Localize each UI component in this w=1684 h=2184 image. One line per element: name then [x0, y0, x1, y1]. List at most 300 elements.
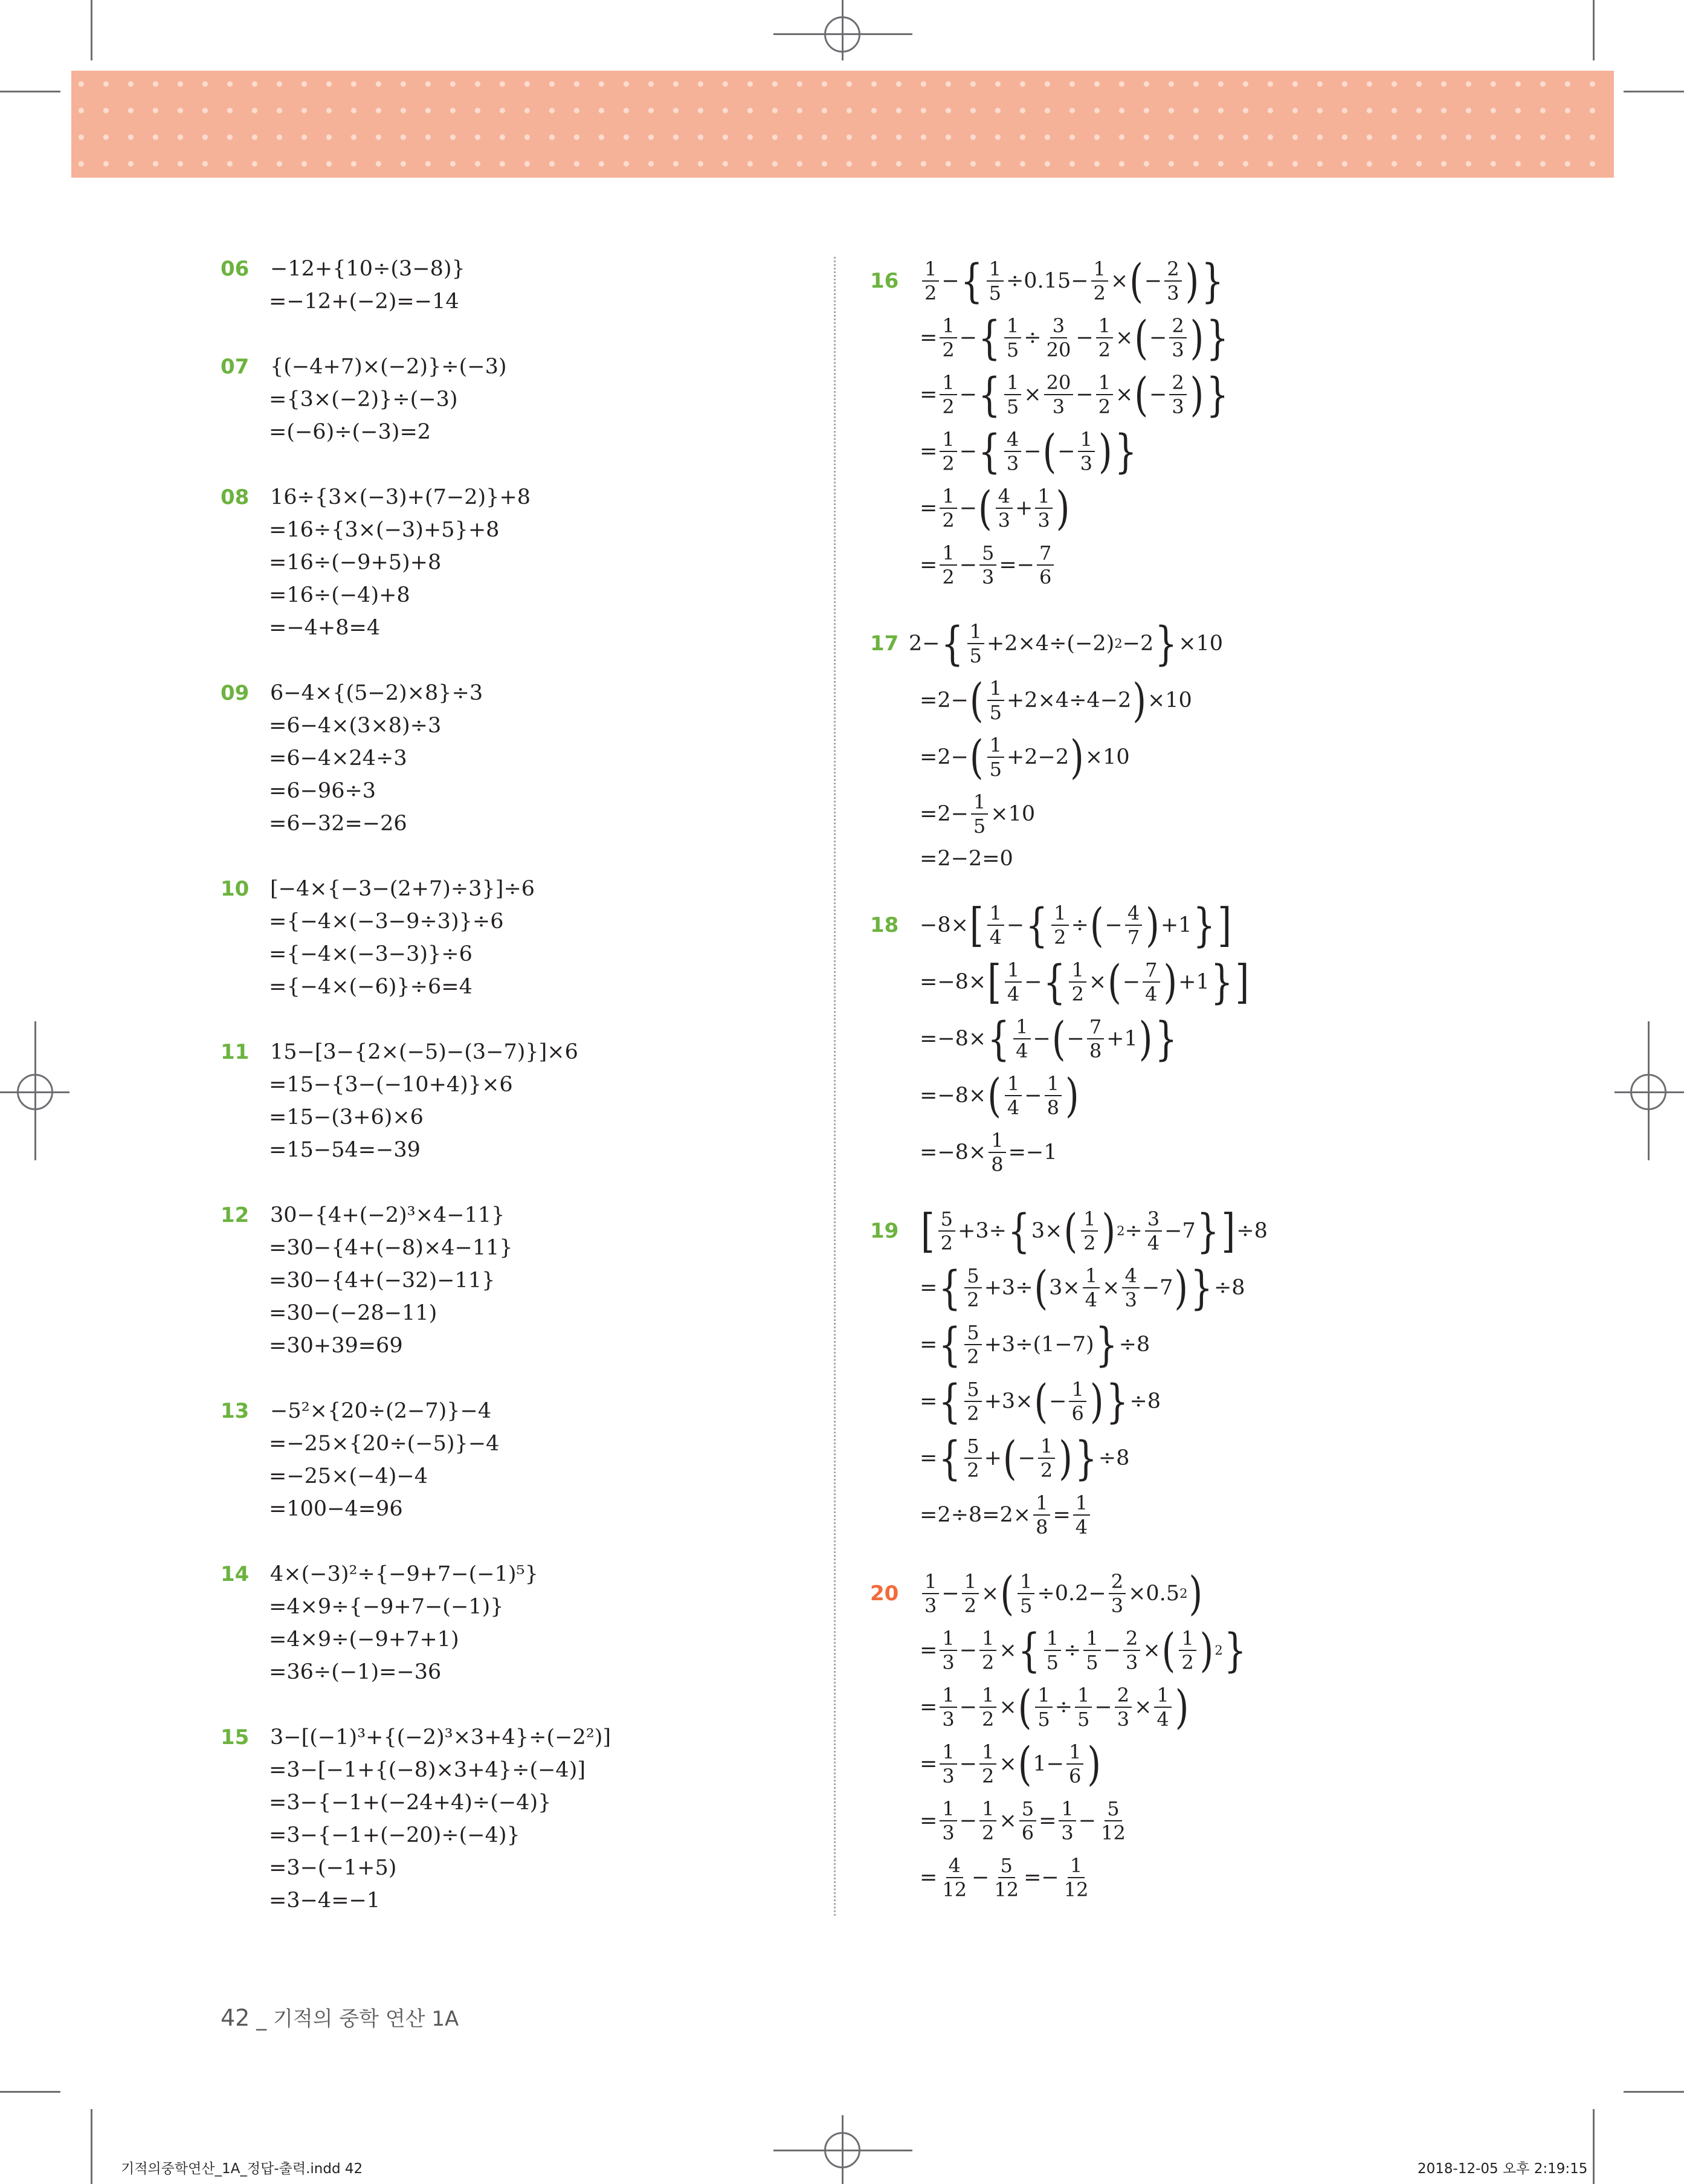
fraction-numerator: 1 — [1033, 1491, 1050, 1516]
math-text: =2−2=0 — [920, 847, 1013, 871]
fraction — [940, 314, 957, 361]
math-text: − — [1149, 326, 1167, 350]
fraction-denominator: 6 — [1021, 1821, 1034, 1844]
fraction-numerator: 20 — [1044, 371, 1074, 395]
solution-line: =−25×{20÷(−5)}−4 — [269, 1432, 500, 1456]
fraction — [1004, 314, 1021, 361]
solution-line: 16÷{3×(−3)+(7−2)}+8 — [270, 485, 531, 509]
fraction — [1062, 1854, 1091, 1901]
large-bracket: ) — [1174, 1261, 1189, 1315]
math-text: − — [1024, 439, 1042, 464]
fraction-numerator: 2 — [1169, 371, 1186, 395]
large-bracket: { — [978, 367, 1001, 422]
math-text: = — [920, 1276, 938, 1300]
math-text: =−8× — [920, 970, 987, 994]
fraction-denominator: 2 — [942, 509, 955, 532]
fraction-numerator: 1 — [1018, 1570, 1034, 1594]
fraction — [940, 541, 957, 589]
fraction — [1091, 257, 1108, 305]
right-answer-column — [870, 253, 1619, 1928]
fraction — [1115, 1684, 1132, 1731]
large-bracket: ( — [1161, 1623, 1176, 1678]
fraction — [1096, 314, 1113, 361]
solution-line: 30−{4+(−2)³×4−11} — [270, 1203, 505, 1227]
solution-line: 15−[3−{2×(−5)−(3−7)}]×6 — [270, 1040, 578, 1064]
problem-number: 11 — [221, 1040, 250, 1064]
solution-line: =30−(−28−11) — [269, 1301, 437, 1325]
fraction-denominator: 2 — [1040, 1459, 1053, 1482]
fraction-numerator: 2 — [1169, 314, 1186, 338]
fraction-denominator: 6 — [1039, 566, 1052, 589]
fraction-numerator: 1 — [1044, 1627, 1061, 1651]
math-text: × — [999, 1638, 1017, 1662]
fraction-denominator: 5 — [1046, 1651, 1059, 1674]
large-bracket: { — [938, 1374, 961, 1429]
math-text: −7 — [1141, 1276, 1173, 1300]
fraction-numerator: 1 — [989, 1129, 1005, 1153]
large-bracket: ) — [1199, 1623, 1214, 1678]
math-text: −2 — [1122, 632, 1154, 656]
solution-line: ={3×(−2)}÷(−3) — [269, 387, 458, 412]
solution-line: =16÷(−4)+8 — [269, 583, 410, 607]
large-bracket: { — [938, 1261, 961, 1315]
large-bracket: ) — [1065, 1068, 1079, 1123]
solution-line: 4×(−3)²÷{−9+7−(−1)⁵} — [270, 1562, 538, 1586]
math-text: − — [1078, 1809, 1097, 1833]
problem-block — [870, 897, 1619, 1181]
fraction-numerator: 1 — [940, 1684, 957, 1708]
solution-line — [920, 1430, 1619, 1487]
math-text: ×10 — [990, 802, 1036, 826]
fraction-denominator: 4 — [1075, 1516, 1088, 1539]
math-text: − — [959, 1638, 978, 1662]
fraction — [964, 1321, 981, 1368]
math-text: =2÷8=2× — [920, 1503, 1031, 1527]
fraction-denominator: 3 — [942, 1821, 955, 1844]
fraction — [940, 1797, 957, 1844]
crop-mark — [1593, 0, 1595, 60]
math-text: − — [941, 269, 960, 293]
fraction — [1075, 1684, 1092, 1731]
solution-line: ={−4×(−3−3)}÷6 — [269, 942, 473, 966]
solution-line: =15−{3−(−10+4)}×6 — [269, 1073, 513, 1097]
solution-line: =6−4×24÷3 — [269, 746, 407, 771]
fraction-denominator: 2 — [967, 1402, 979, 1425]
fraction-numerator: 1 — [940, 371, 957, 395]
large-bracket: ) — [1190, 367, 1204, 422]
large-bracket: ) — [1087, 1737, 1101, 1791]
fraction-denominator: 6 — [1068, 1765, 1082, 1788]
fraction — [1098, 1797, 1128, 1844]
solution-line: =16÷{3×(−3)+5}+8 — [269, 518, 500, 542]
math-text: = — [920, 1752, 938, 1776]
solution-line: −5²×{20÷(2−7)}−4 — [270, 1399, 492, 1423]
math-text: − — [1006, 913, 1025, 937]
fraction-numerator: 1 — [1096, 314, 1113, 338]
fraction-numerator: 1 — [1038, 1435, 1055, 1459]
fraction-numerator: 1 — [1066, 1740, 1083, 1765]
fraction-denominator: 4 — [1085, 1288, 1098, 1311]
fraction-denominator: 2 — [967, 1288, 979, 1311]
math-text: = — [920, 1389, 938, 1413]
fraction — [979, 1627, 996, 1674]
large-bracket: ) — [1089, 1374, 1104, 1429]
fraction — [1087, 1015, 1104, 1062]
fraction-denominator: 6 — [1071, 1402, 1084, 1425]
fraction-denominator: 5 — [973, 815, 986, 838]
problem-number: 16 — [870, 269, 899, 293]
fraction-numerator: 1 — [979, 1684, 996, 1708]
large-bracket: ) — [1098, 424, 1112, 479]
math-text: ÷ — [1054, 1695, 1073, 1719]
fraction — [1035, 1684, 1052, 1731]
solution-line: =36÷(−1)=−36 — [269, 1660, 442, 1684]
math-text: ×0.5 — [1128, 1581, 1180, 1606]
fraction-numerator: 1 — [1096, 371, 1113, 395]
fraction — [940, 428, 957, 475]
fraction-denominator: 4 — [1007, 1096, 1020, 1119]
solution-line: −12+{10÷(3−8)} — [270, 257, 465, 281]
math-text: = — [1039, 1809, 1057, 1833]
math-text: = — [920, 1866, 938, 1890]
book-title: 기적의 중학 연산 1A — [273, 2007, 459, 2031]
solution-line — [920, 1487, 1619, 1543]
problem-number: 10 — [221, 877, 250, 901]
solution-line: ={−4×(−6)}÷6=4 — [269, 975, 473, 999]
math-text: − — [1144, 269, 1163, 293]
math-text: = — [920, 326, 938, 350]
math-text: +2−2 — [1006, 745, 1069, 769]
math-text: − — [959, 326, 978, 350]
large-bracket: } — [1224, 1623, 1247, 1678]
fraction-denominator: 3 — [942, 1651, 955, 1674]
fraction-numerator: 1 — [1073, 1491, 1090, 1516]
large-bracket: ( — [978, 481, 992, 535]
solution-line: =3−[−1+{(−8)×3+4}÷(−4)] — [269, 1758, 586, 1782]
solution-line: =(−6)÷(−3)=2 — [269, 420, 431, 444]
fraction — [940, 485, 957, 532]
registration-mark — [824, 16, 860, 53]
math-text: = — [920, 1695, 938, 1719]
fraction-numerator: 1 — [1005, 1072, 1022, 1096]
problem-number: 06 — [221, 257, 250, 281]
fraction-denominator: 4 — [1007, 983, 1020, 1006]
fraction — [987, 902, 1004, 949]
fraction — [964, 1435, 981, 1482]
large-bracket: ) — [1070, 730, 1084, 784]
problem-number: 17 — [870, 632, 899, 656]
fraction — [1004, 428, 1021, 475]
fraction — [967, 620, 984, 667]
fraction-numerator: 1 — [987, 257, 1004, 282]
fraction-denominator: 3 — [1125, 1651, 1138, 1674]
fraction — [1044, 1627, 1061, 1674]
fraction — [1044, 371, 1074, 418]
large-bracket: { — [1043, 955, 1066, 1009]
fraction — [1037, 541, 1054, 589]
fraction — [979, 1740, 996, 1788]
solution-line — [920, 537, 1619, 593]
fraction — [979, 541, 996, 589]
fraction-denominator: 3 — [1006, 452, 1019, 475]
fraction-denominator: 8 — [1047, 1096, 1059, 1119]
fraction — [1081, 1207, 1098, 1255]
large-bracket: ) — [1185, 254, 1199, 308]
math-text: − — [1057, 439, 1076, 464]
solution-line: ={−4×(−3−9÷3)}÷6 — [269, 909, 504, 934]
fraction-numerator: 1 — [940, 541, 957, 566]
math-text: +1 — [1160, 913, 1192, 937]
fraction — [1051, 902, 1068, 949]
fraction-denominator: 5 — [1086, 1651, 1098, 1674]
fraction-denominator: 20 — [1046, 338, 1071, 361]
problem-number: 07 — [221, 355, 250, 379]
fraction-numerator: 4 — [996, 485, 1013, 509]
math-text: − — [959, 383, 978, 407]
fraction — [1164, 257, 1181, 305]
fraction-denominator: 3 — [1172, 395, 1184, 418]
solution-line — [920, 1622, 1619, 1679]
solution-line — [920, 672, 1619, 729]
fraction-numerator: 1 — [1083, 1264, 1100, 1288]
math-text: − — [941, 1581, 960, 1606]
footer-separator: _ — [256, 2007, 267, 2031]
fraction-denominator: 2 — [967, 1345, 979, 1368]
registration-mark — [17, 1074, 53, 1110]
fraction-numerator: 1 — [940, 428, 957, 452]
fraction-numerator: 1 — [940, 485, 957, 509]
fraction-denominator: 2 — [1098, 395, 1111, 418]
fraction-denominator: 2 — [982, 1765, 995, 1788]
large-bracket: { — [978, 311, 1001, 365]
problem-block — [221, 1558, 801, 1688]
fraction-denominator: 5 — [989, 758, 1002, 781]
fraction-numerator: 5 — [979, 541, 996, 566]
solution-line — [920, 897, 1619, 954]
solution-line: =−12+(−2)=−14 — [269, 289, 459, 314]
problem-number: 12 — [221, 1203, 250, 1227]
problem-block — [870, 1203, 1619, 1543]
fraction — [1013, 1015, 1030, 1062]
math-text: =−1 — [1008, 1140, 1057, 1165]
fraction-numerator: 1 — [979, 1627, 996, 1651]
large-bracket: ) — [1059, 1431, 1073, 1485]
large-bracket: ) — [1056, 481, 1070, 535]
large-bracket: ) — [1190, 311, 1204, 365]
math-text: = — [1053, 1503, 1071, 1527]
fraction — [1033, 1491, 1050, 1539]
fraction-denominator: 8 — [1036, 1516, 1048, 1539]
fraction — [1073, 1491, 1090, 1539]
solution-line: =6−4×(3×8)÷3 — [269, 714, 442, 738]
math-text: ÷0.15− — [1005, 269, 1089, 293]
fraction-denominator: 3 — [1111, 1594, 1124, 1617]
problem-block — [870, 1565, 1619, 1906]
problem-number: 19 — [870, 1219, 899, 1243]
solution-line — [920, 1679, 1619, 1736]
large-bracket: [ — [969, 898, 984, 952]
math-text: 1− — [1033, 1752, 1064, 1776]
math-text: ×10 — [1178, 632, 1224, 656]
fraction-denominator: 2 — [1098, 338, 1111, 361]
math-text: ÷8 — [1098, 1446, 1130, 1470]
large-bracket: } — [1155, 1012, 1178, 1066]
math-text: ÷ — [1024, 326, 1042, 350]
fraction-numerator: 1 — [962, 1570, 979, 1594]
fraction-numerator: 1 — [940, 1740, 957, 1765]
large-bracket: ( — [1000, 1566, 1015, 1621]
problem-block — [221, 1721, 801, 1917]
fraction — [979, 1684, 996, 1731]
solution-line: =3−{−1+(−20)÷(−4)} — [269, 1823, 520, 1847]
fraction — [1143, 958, 1160, 1006]
fraction-denominator: 2 — [982, 1651, 995, 1674]
math-text: = — [920, 1333, 938, 1357]
problem-number: 20 — [870, 1581, 899, 1606]
solution-line — [920, 1792, 1619, 1849]
fraction-denominator: 2 — [940, 1232, 953, 1255]
fraction-denominator: 12 — [1063, 1878, 1089, 1901]
fraction-numerator: 1 — [1005, 958, 1022, 983]
crop-mark — [1593, 2109, 1595, 2184]
solution-line — [920, 729, 1619, 786]
fraction-numerator: 2 — [1115, 1684, 1132, 1708]
fraction — [962, 1570, 979, 1617]
fraction — [964, 1264, 981, 1311]
fraction-numerator: 5 — [1105, 1797, 1121, 1821]
solution-line — [920, 1067, 1619, 1124]
fraction-numerator: 7 — [1087, 1015, 1104, 1039]
solution-line: =−4+8=4 — [269, 616, 381, 640]
math-text: = — [920, 1809, 938, 1833]
fraction-numerator: 1 — [1154, 1684, 1171, 1708]
fraction-denominator: 2 — [967, 1459, 979, 1482]
solution-line: =15−(3+6)×6 — [269, 1105, 424, 1129]
math-text: − — [1076, 383, 1094, 407]
fraction — [1154, 1684, 1171, 1731]
fraction — [1078, 428, 1095, 475]
math-text: = — [920, 383, 938, 407]
large-bracket: { — [938, 1431, 961, 1485]
fraction — [1038, 1435, 1055, 1482]
fraction-denominator: 2 — [982, 1708, 995, 1731]
solution-line — [920, 1565, 1619, 1622]
fraction-numerator: 1 — [1059, 1797, 1076, 1821]
math-text: − — [1122, 970, 1141, 994]
math-text: × — [1102, 1276, 1120, 1300]
fraction-denominator: 2 — [982, 1821, 995, 1844]
problem-number: 08 — [221, 485, 250, 509]
large-bracket: ( — [1034, 1374, 1048, 1429]
math-text: − — [1149, 383, 1167, 407]
solution-line: [−4×{−3−(2+7)÷3}]÷6 — [270, 877, 535, 901]
math-text: ÷8 — [1213, 1276, 1245, 1300]
problem-number: 15 — [221, 1725, 250, 1749]
large-bracket: { — [960, 254, 983, 308]
fraction — [940, 1684, 957, 1731]
math-text: + — [1015, 496, 1033, 520]
large-bracket: { — [1025, 898, 1048, 952]
solution-line — [920, 842, 1619, 875]
math-text: =− — [999, 553, 1035, 577]
fraction-numerator: 1 — [922, 1570, 939, 1594]
math-text: +3÷ — [984, 1276, 1033, 1300]
fraction-numerator: 2 — [1164, 257, 1181, 282]
problem-number: 13 — [221, 1399, 250, 1423]
math-text: × — [999, 1809, 1017, 1833]
math-text: × — [999, 1752, 1017, 1776]
math-text: +3÷(1−7) — [984, 1333, 1094, 1357]
fraction-numerator: 1 — [1069, 958, 1086, 983]
fraction — [1066, 1740, 1083, 1788]
math-text: = — [920, 553, 938, 577]
solution-line: 6−4×{(5−2)×8}÷3 — [270, 681, 483, 705]
math-text: −8× — [920, 913, 969, 937]
fraction — [1019, 1797, 1036, 1844]
large-bracket: ( — [969, 673, 984, 728]
slug-date: 2018-12-05 오후 2:19:15 — [1418, 2161, 1588, 2177]
solution-line: =16÷(−9+5)+8 — [269, 551, 442, 575]
fraction — [1125, 902, 1142, 949]
large-bracket: ) — [1138, 1012, 1153, 1066]
solution-line: =3−{−1+(−24+4)÷(−4)} — [269, 1791, 552, 1815]
solution-line — [920, 1259, 1619, 1316]
math-text: × — [1088, 970, 1107, 994]
fraction-denominator: 2 — [924, 282, 937, 305]
large-bracket: ] — [1218, 898, 1231, 952]
large-bracket: ( — [1108, 955, 1121, 1009]
math-text: − — [1103, 1638, 1121, 1662]
fraction — [922, 257, 939, 305]
math-text: +2×4÷4−2 — [1006, 688, 1132, 712]
header-band — [71, 71, 1614, 178]
large-bracket: ( — [1034, 1261, 1048, 1315]
fraction-denominator: 2 — [1054, 926, 1066, 949]
math-text: − — [1024, 970, 1042, 994]
math-text: 3× — [1031, 1219, 1063, 1243]
fraction — [992, 1854, 1021, 1901]
fraction-denominator: 2 — [1071, 983, 1084, 1006]
fraction — [971, 790, 988, 838]
fraction-denominator: 5 — [1006, 395, 1019, 418]
math-text: + — [984, 1446, 1002, 1470]
math-text: =−8× — [920, 1027, 987, 1051]
fraction-denominator: 3 — [998, 509, 1011, 532]
fraction — [996, 485, 1013, 532]
math-text: − — [959, 1752, 978, 1776]
math-text: =−8× — [920, 1084, 987, 1108]
fraction-numerator: 4 — [1004, 428, 1021, 452]
fraction — [1069, 958, 1086, 1006]
large-bracket: } — [1074, 1431, 1097, 1485]
fraction-numerator: 1 — [1051, 902, 1068, 926]
solution-line — [920, 954, 1619, 1010]
fraction-denominator: 12 — [994, 1878, 1019, 1901]
solution-line — [920, 1849, 1619, 1906]
fraction — [1096, 371, 1113, 418]
math-text: −7 — [1164, 1219, 1196, 1243]
fraction — [1169, 371, 1186, 418]
large-bracket: } — [1190, 1261, 1213, 1315]
fraction-denominator: 5 — [1020, 1594, 1033, 1617]
math-text: × — [1143, 1638, 1161, 1662]
fraction-numerator: 1 — [1078, 428, 1095, 452]
fraction-numerator: 1 — [940, 1797, 957, 1821]
problem-block — [221, 351, 801, 448]
solution-line — [920, 423, 1619, 480]
math-text: − — [1049, 1389, 1067, 1413]
fraction-numerator: 5 — [938, 1207, 955, 1232]
